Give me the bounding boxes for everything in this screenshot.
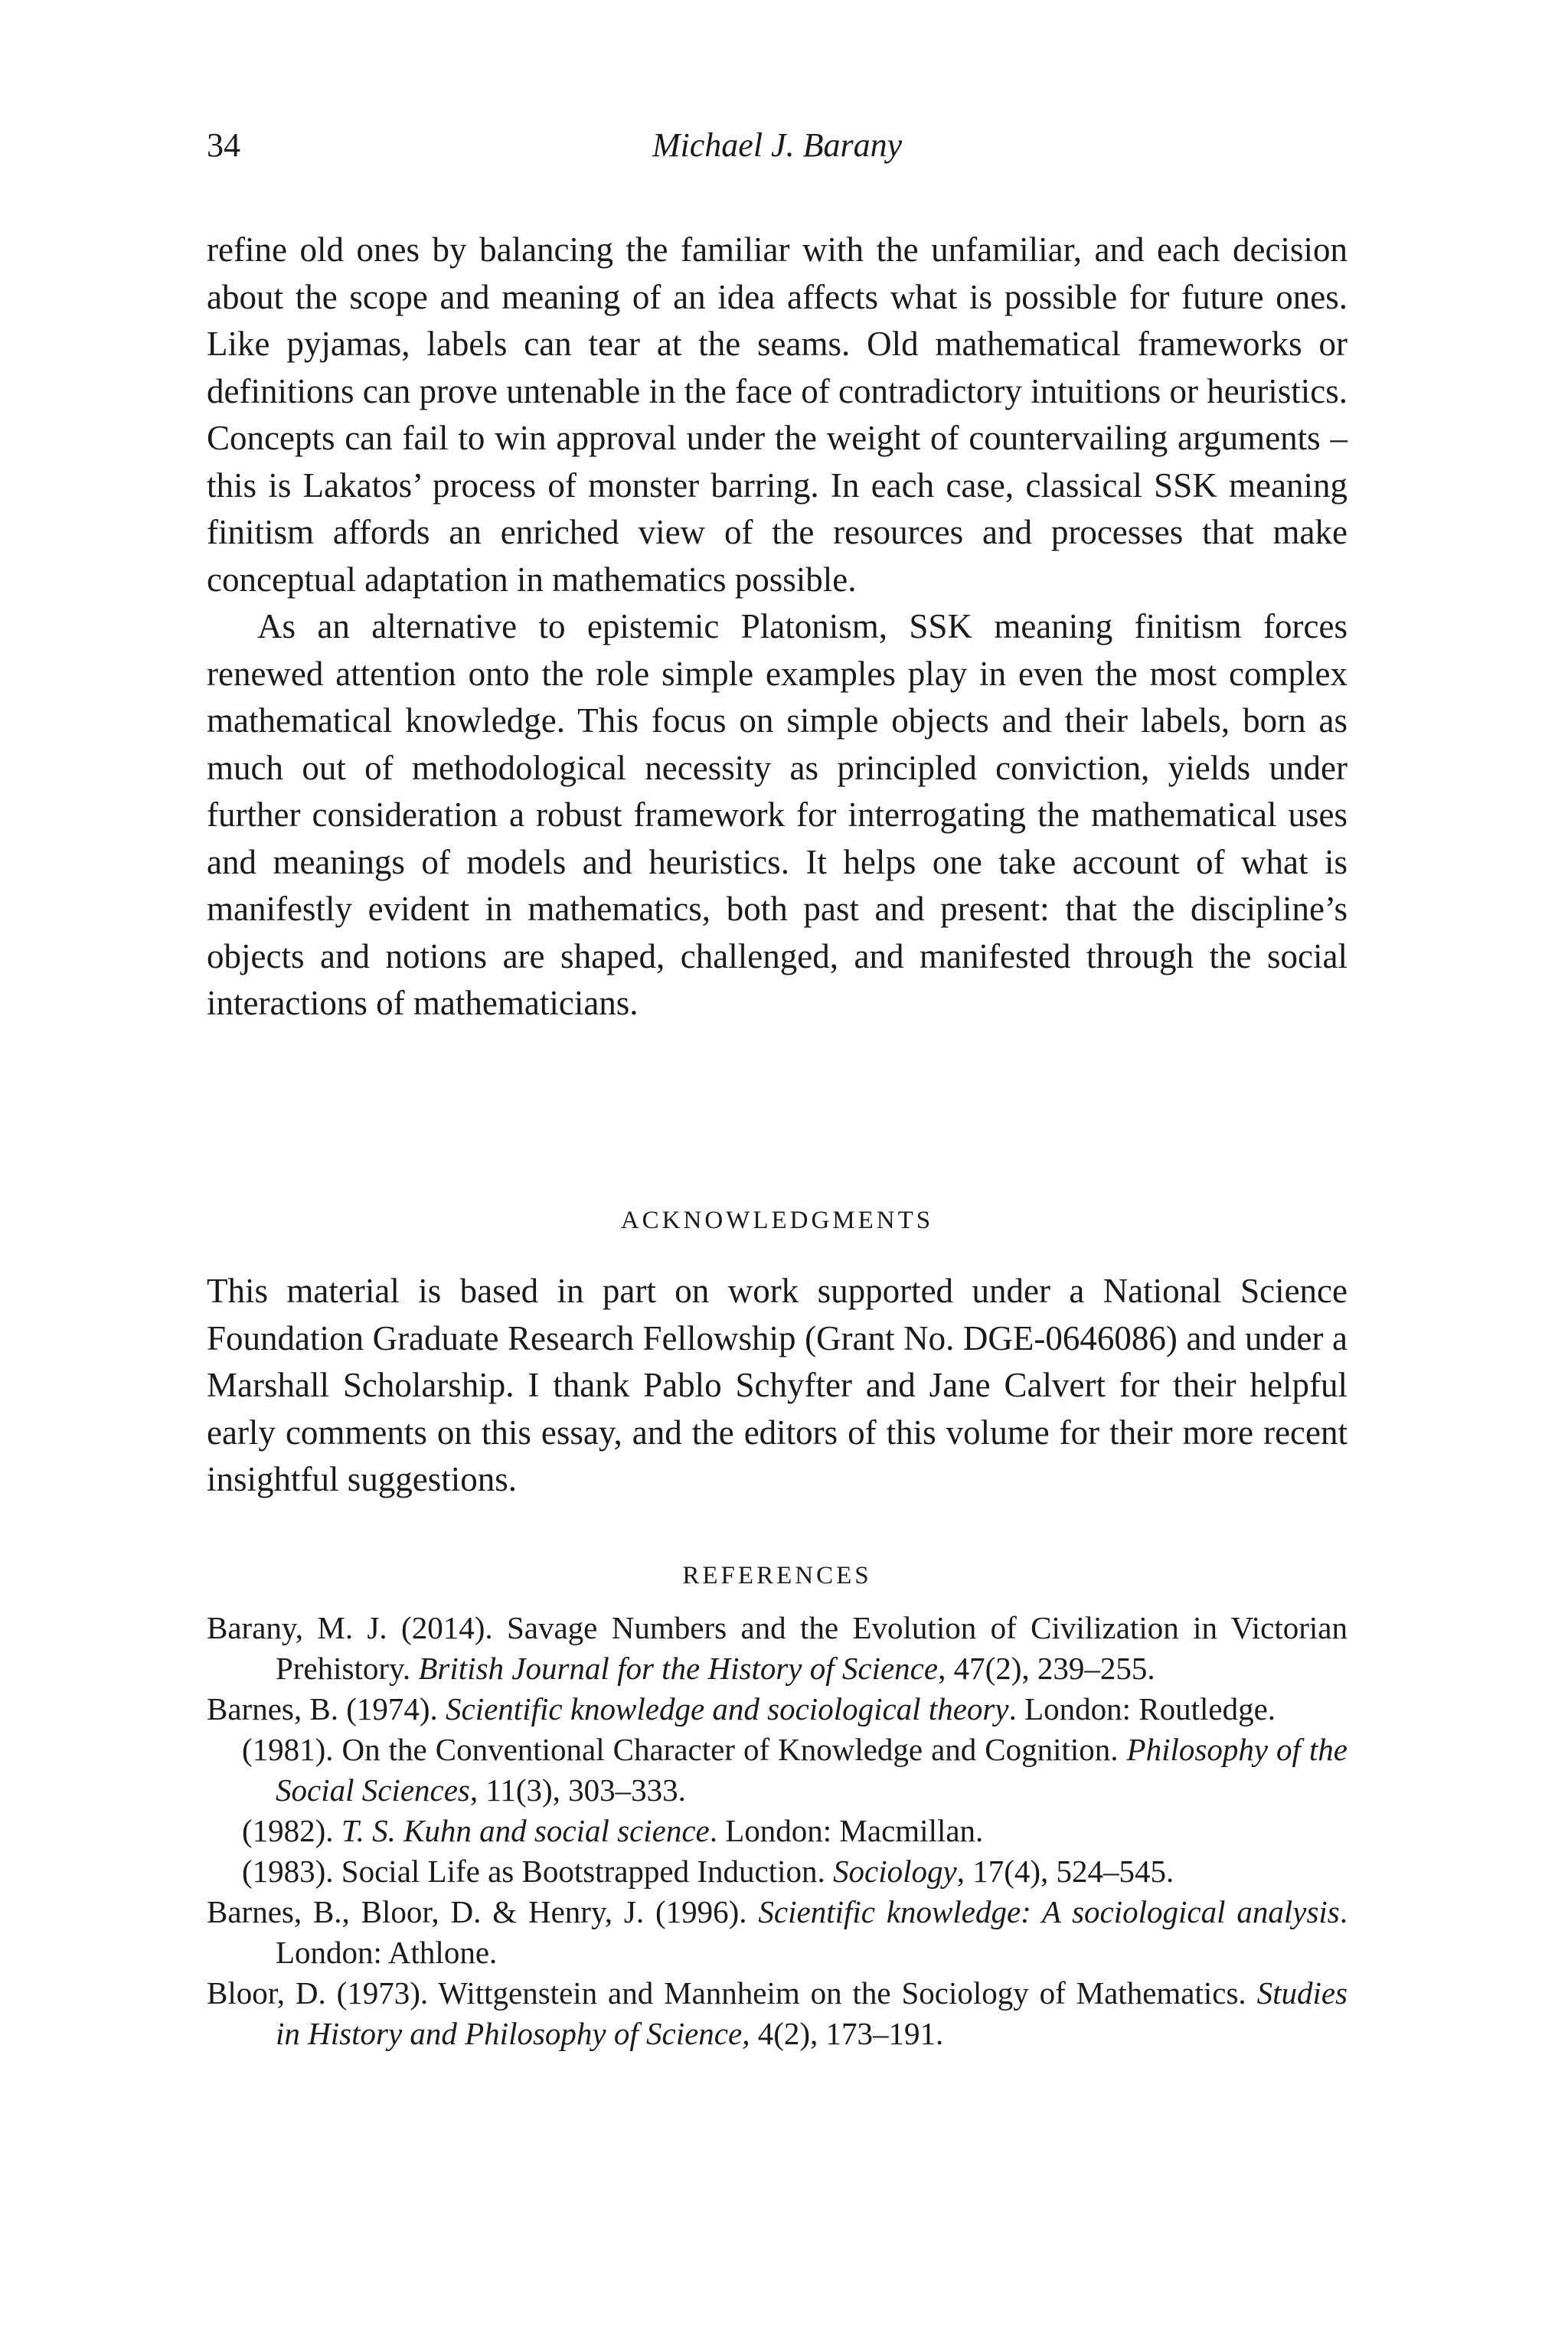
references-heading: REFERENCES <box>682 1562 872 1589</box>
reference-entry: (1983). Social Life as Bootstrapped Induction. Sociology, 17(4), 524–545. <box>242 1854 1174 1889</box>
reference-title: British Journal for the History of Science <box>418 1651 939 1686</box>
body-paragraph: refine old ones by balancing the familiar with the unfamiliar, and each decision about the scope and meaning of an idea affects what is possible for future ones. Like pyjamas, labels can tear at the seams. Old mathematical frameworks or definitions can prove untenable in the face of contradictory intuitions or heuristics. Concepts can fail to win approval under the weight of countervailing arguments – this is Lakatos’ process of monster barring. In each case, classical SSK meaning finitism affords an enriched view of the resources and processes that make conceptual adaptation in mathematics possible. <box>207 230 1348 599</box>
reference-entry: Barnes, B., Bloor, D. & Henry, J. (1996). Scientific knowledge: A sociological analysis. London: Athlone. <box>207 1894 1348 1970</box>
page-number: 34 <box>207 126 240 164</box>
acknowledgments-heading: ACKNOWLEDGMENTS <box>620 1207 934 1234</box>
reference-entry: Barany, M. J. (2014). Savage Numbers and the Evolution of Civilization in Victorian Prehistory. British Journal for the History of Science, 47(2), 239–255. <box>207 1610 1348 1686</box>
reference-title: Scientific knowledge: A sociological analysis <box>758 1894 1340 1929</box>
running-head <box>207 122 1348 168</box>
running-title: Michael J. Barany <box>652 126 903 164</box>
reference-title: T. S. Kuhn and social science <box>341 1813 710 1848</box>
reference-entry: (1981). On the Conventional Character of Knowledge and Cognition. Philosophy of the Social Sciences, 11(3), 303–333. <box>242 1732 1348 1808</box>
acknowledgments-text <box>207 1268 1348 1504</box>
reference-title: Philosophy of the Social Sciences <box>276 1732 1348 1808</box>
reference-title: Sociology <box>833 1854 957 1889</box>
reference-entry: (1982). T. S. Kuhn and social science. London: Macmillan. <box>242 1813 984 1848</box>
acknowledgments-paragraph: This material is based in part on work supported under a National Science Foundation Graduate Research Fellowship (Grant No. DGE-0646086) and under a Marshall Scholarship. I thank Pablo Schyfter and Jane Calvert for their helpful early comments on this essay, and the editors of this volume for their more recent insightful suggestions. <box>207 1272 1348 1498</box>
reference-entry: Bloor, D. (1973). Wittgenstein and Mannheim on the Sociology of Mathematics. Studies in History and Philosophy of Science, 4(2), 173–191. <box>207 1975 1348 2051</box>
body-paragraph: As an alternative to epistemic Platonism, SSK meaning finitism forces renewed attention onto the role simple examples play in even the most complex mathematical knowledge. This focus on simple objects and their labels, born as much out of methodological necessity as principled conviction, yields under further consideration a robust framework for interrogating the mathematical uses and meanings of models and heuristics. It helps one take account of what is manifestly evident in mathematics, both past and present: that the discipline’s objects and notions are shaped, challenged, and manifested through the social interactions of mathematicians. <box>207 607 1348 1022</box>
references-list <box>207 1608 1348 2054</box>
reference-title: Scientific knowledge and sociological theory <box>446 1691 1009 1726</box>
reference-entry: Barnes, B. (1974). Scientific knowledge and sociological theory. London: Routledge. <box>207 1691 1276 1726</box>
body-text <box>207 227 1348 1027</box>
reference-title: Studies in History and Philosophy of Science, <box>276 1975 1348 2051</box>
